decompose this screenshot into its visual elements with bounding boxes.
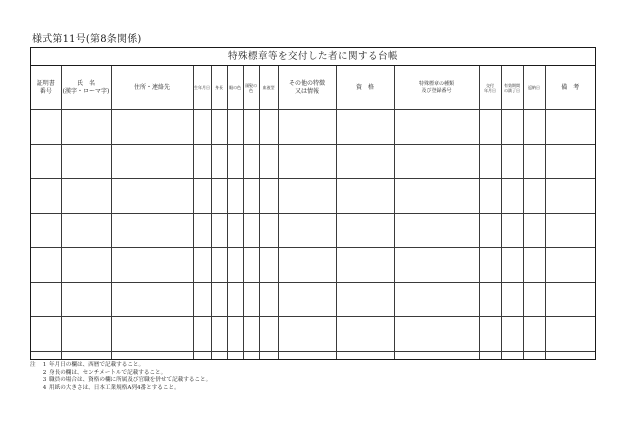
note-text: 用紙の大きさは、日本工業規格A列4番とすること。: [49, 384, 180, 391]
register-cell[interactable]: [479, 179, 501, 214]
note-number: 2: [42, 369, 47, 376]
register-row: [31, 179, 595, 214]
register-row: [31, 213, 595, 248]
register-cell[interactable]: [278, 144, 336, 179]
note-line: [30, 377, 596, 385]
register-sheet: [30, 47, 596, 360]
register-cell[interactable]: [523, 144, 545, 179]
register-cell[interactable]: [61, 179, 111, 214]
register-cell[interactable]: [193, 282, 211, 317]
register-cell[interactable]: [31, 351, 61, 360]
register-cell[interactable]: [523, 213, 545, 248]
register-cell[interactable]: [211, 144, 227, 179]
register-cell[interactable]: [394, 213, 479, 248]
register-cell[interactable]: [394, 179, 479, 214]
note-text: 職員の場合は、資格の欄に所属及び官職を併せて記載すること。: [49, 377, 212, 384]
register-cell[interactable]: [211, 351, 227, 360]
register-cell[interactable]: [31, 248, 61, 283]
register-cell[interactable]: [523, 110, 545, 145]
register-cell[interactable]: [523, 179, 545, 214]
register-cell[interactable]: [394, 144, 479, 179]
note-text: 身長の欄は、センチメートルで記載すること。: [49, 369, 167, 376]
register-cell[interactable]: [193, 144, 211, 179]
form-number: 様式第11号(第8条関係): [32, 34, 142, 45]
column-header: 氏 名 (漢字・ローマ字): [61, 66, 111, 110]
register-table: [31, 66, 595, 360]
register-cell[interactable]: [278, 248, 336, 283]
header-row: [31, 66, 595, 110]
register-cell[interactable]: [479, 144, 501, 179]
register-cell[interactable]: [479, 317, 501, 352]
register-cell[interactable]: [259, 317, 278, 352]
register-cell[interactable]: [243, 213, 259, 248]
register-cell[interactable]: [61, 110, 111, 145]
register-cell[interactable]: [243, 351, 259, 360]
register-cell[interactable]: [545, 213, 595, 248]
register-cell[interactable]: [31, 213, 61, 248]
register-cell[interactable]: [243, 317, 259, 352]
register-cell[interactable]: [523, 248, 545, 283]
column-header: 眼の色: [227, 66, 243, 110]
register-row: [31, 144, 595, 179]
register-cell[interactable]: [545, 144, 595, 179]
register-cell[interactable]: [227, 351, 243, 360]
register-cell[interactable]: [111, 351, 193, 360]
column-header: 資 格: [336, 66, 394, 110]
register-cell[interactable]: [31, 144, 61, 179]
register-cell[interactable]: [61, 282, 111, 317]
register-cell[interactable]: [61, 144, 111, 179]
register-cell[interactable]: [259, 213, 278, 248]
register-cell[interactable]: [479, 213, 501, 248]
register-cell[interactable]: [259, 110, 278, 145]
register-cell[interactable]: [259, 248, 278, 283]
note-line: [30, 385, 596, 393]
register-cell[interactable]: [336, 213, 394, 248]
register-cell[interactable]: [227, 110, 243, 145]
register-cell[interactable]: [243, 179, 259, 214]
register-cell[interactable]: [31, 282, 61, 317]
column-header: 頭髪の色: [243, 66, 259, 110]
register-cell[interactable]: [501, 317, 523, 352]
register-cell[interactable]: [243, 144, 259, 179]
column-header: 備 考: [545, 66, 595, 110]
register-cell[interactable]: [278, 351, 336, 360]
register-cell[interactable]: [193, 248, 211, 283]
register-cell[interactable]: [211, 213, 227, 248]
register-cell[interactable]: [394, 282, 479, 317]
column-header: その他の特徴 又は情報: [278, 66, 336, 110]
register-cell[interactable]: [394, 351, 479, 360]
column-header: 有効期間 の満了日: [501, 66, 523, 110]
register-cell[interactable]: [193, 179, 211, 214]
register-cell[interactable]: [259, 282, 278, 317]
register-cell[interactable]: [394, 317, 479, 352]
register-body: [31, 110, 595, 361]
register-cell[interactable]: [545, 110, 595, 145]
register-row: [31, 317, 595, 352]
register-cell[interactable]: [259, 351, 278, 360]
register-cell[interactable]: [31, 317, 61, 352]
register-cell[interactable]: [111, 213, 193, 248]
register-cell[interactable]: [31, 179, 61, 214]
register-cell[interactable]: [193, 351, 211, 360]
register-cell[interactable]: [278, 213, 336, 248]
register-cell[interactable]: [545, 179, 595, 214]
register-cell[interactable]: [479, 351, 501, 360]
register-cell[interactable]: [61, 317, 111, 352]
register-cell[interactable]: [336, 110, 394, 145]
register-cell[interactable]: [243, 110, 259, 145]
note-number: 4: [42, 384, 47, 391]
column-header: 生年月日: [193, 66, 211, 110]
register-cell[interactable]: [523, 317, 545, 352]
register-cell[interactable]: [278, 110, 336, 145]
register-cell[interactable]: [211, 282, 227, 317]
register-cell[interactable]: [501, 351, 523, 360]
column-header: 特殊標章の種類 及び登録番号: [394, 66, 479, 110]
register-cell[interactable]: [61, 351, 111, 360]
register-cell[interactable]: [193, 317, 211, 352]
register-cell[interactable]: [227, 282, 243, 317]
register-cell[interactable]: [545, 351, 595, 360]
register-cell[interactable]: [111, 179, 193, 214]
register-cell[interactable]: [211, 248, 227, 283]
register-row: [31, 248, 595, 283]
register-cell[interactable]: [227, 317, 243, 352]
register-cell[interactable]: [336, 282, 394, 317]
column-header: 身長: [211, 66, 227, 110]
register-cell[interactable]: [501, 179, 523, 214]
register-cell[interactable]: [243, 248, 259, 283]
register-cell[interactable]: [243, 282, 259, 317]
column-header: 住所・連絡先: [111, 66, 193, 110]
register-cell[interactable]: [61, 213, 111, 248]
register-cell[interactable]: [479, 282, 501, 317]
register-cell[interactable]: [479, 110, 501, 145]
register-cell[interactable]: [227, 144, 243, 179]
register-cell[interactable]: [545, 282, 595, 317]
register-cell[interactable]: [111, 248, 193, 283]
column-header: 血液型: [259, 66, 278, 110]
notes: [30, 362, 596, 392]
register-cell[interactable]: [31, 110, 61, 145]
register-title: 特殊標章等を交付した者に関する台帳: [31, 48, 595, 66]
register-cell[interactable]: [211, 110, 227, 145]
register-cell[interactable]: [336, 248, 394, 283]
note-text: 年月日の欄は、西暦で記載すること。: [49, 362, 145, 368]
register-cell[interactable]: [523, 351, 545, 360]
register-cell[interactable]: [193, 110, 211, 145]
register-row: [31, 110, 595, 145]
register-cell[interactable]: [336, 144, 394, 179]
register-cell[interactable]: [278, 179, 336, 214]
note-line: [30, 362, 596, 370]
register-cell[interactable]: [278, 282, 336, 317]
column-header: 証明書 番号: [31, 66, 61, 110]
note-lead: 注: [30, 362, 36, 368]
register-row: [31, 351, 595, 360]
register-cell[interactable]: [501, 144, 523, 179]
register-cell[interactable]: [523, 282, 545, 317]
column-header: 返納日: [523, 66, 545, 110]
register-cell[interactable]: [227, 248, 243, 283]
register-cell[interactable]: [61, 248, 111, 283]
register-cell[interactable]: [501, 110, 523, 145]
column-header: 交付 年月日: [479, 66, 501, 110]
register-cell[interactable]: [501, 248, 523, 283]
register-cell[interactable]: [211, 179, 227, 214]
register-cell[interactable]: [501, 282, 523, 317]
register-cell[interactable]: [111, 317, 193, 352]
register-cell[interactable]: [394, 110, 479, 145]
register-cell[interactable]: [278, 317, 336, 352]
register-cell[interactable]: [111, 282, 193, 317]
register-row: [31, 282, 595, 317]
register-cell[interactable]: [336, 351, 394, 360]
register-cell[interactable]: [545, 317, 595, 352]
register-cell[interactable]: [545, 248, 595, 283]
register-cell[interactable]: [227, 213, 243, 248]
register-cell[interactable]: [259, 144, 278, 179]
register-cell[interactable]: [227, 179, 243, 214]
register-cell[interactable]: [193, 213, 211, 248]
register-cell[interactable]: [259, 179, 278, 214]
register-cell[interactable]: [111, 110, 193, 145]
register-cell[interactable]: [394, 248, 479, 283]
register-cell[interactable]: [479, 248, 501, 283]
register-cell[interactable]: [111, 144, 193, 179]
register-cell[interactable]: [336, 179, 394, 214]
register-cell[interactable]: [501, 213, 523, 248]
register-cell[interactable]: [211, 317, 227, 352]
register-cell[interactable]: [336, 317, 394, 352]
note-number: 1: [42, 362, 47, 368]
note-number: 3: [42, 377, 47, 384]
